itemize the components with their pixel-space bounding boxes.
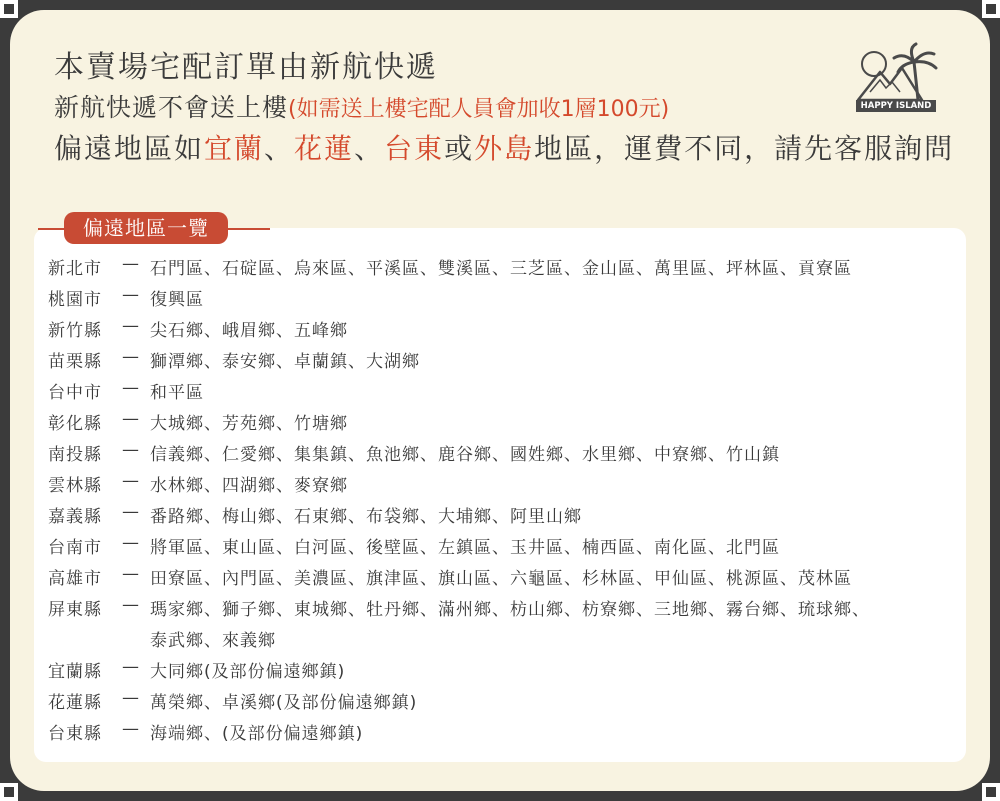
remote-prefix: 偏遠地區如 xyxy=(54,132,205,165)
region-outer-islands: 外島 xyxy=(474,132,535,165)
county-name: 新北市 xyxy=(48,259,102,279)
town-list: 將軍區、東山區、白河區、後壁區、左鎮區、玉井區、楠西區、南化區、北門區 xyxy=(150,538,780,558)
town-list: 和平區 xyxy=(150,383,204,403)
corner-mark-top-right xyxy=(982,0,1000,18)
dash-separator: — xyxy=(122,471,139,491)
region-yilan: 宜蘭 xyxy=(204,132,265,165)
dash-separator: — xyxy=(122,533,139,553)
town-list: 番路鄉、梅山鄉、石東鄉、布袋鄉、大埔鄉、阿里山鄉 xyxy=(150,507,582,527)
notice-line-delivery xyxy=(54,88,669,124)
dash-separator: — xyxy=(122,285,139,305)
dash-separator: — xyxy=(122,502,139,522)
county-name: 嘉義縣 xyxy=(48,507,102,527)
dash-separator: — xyxy=(122,409,139,429)
dash-separator: — xyxy=(122,657,139,677)
county-name: 苗栗縣 xyxy=(48,352,102,372)
dash-separator: — xyxy=(122,316,139,336)
dash-separator: — xyxy=(122,564,139,584)
town-list: 田寮區、內門區、美濃區、旗津區、旗山區、六龜區、杉林區、甲仙區、桃源區、茂林區 xyxy=(150,569,852,589)
separator: 、 xyxy=(264,132,295,165)
town-list: 泰武鄉、來義鄉 xyxy=(150,631,276,651)
town-list: 石門區、石碇區、烏來區、平溪區、雙溪區、三芝區、金山區、萬里區、坪林區、貢寮區 xyxy=(150,259,852,279)
remote-suffix: 地區，運費不同，請先客服詢問 xyxy=(534,132,955,165)
dash-separator: — xyxy=(122,688,139,708)
dash-separator: — xyxy=(122,254,139,274)
separator: 、 xyxy=(354,132,385,165)
town-list: 萬榮鄉、卓溪鄉(及部份偏遠鄉鎮) xyxy=(150,693,418,713)
county-name: 彰化縣 xyxy=(48,414,102,434)
section-title-badge: 偏遠地區一覽 xyxy=(64,212,228,244)
town-list: 水林鄉、四湖鄉、麥寮鄉 xyxy=(150,476,348,496)
dash-separator: — xyxy=(122,595,139,615)
notice-line-remote xyxy=(54,127,954,167)
corner-mark-bottom-right xyxy=(982,783,1000,801)
dash-separator: — xyxy=(122,347,139,367)
town-list: 大同鄉(及部份偏遠鄉鎮) xyxy=(150,662,346,682)
dash-separator: — xyxy=(122,378,139,398)
town-list: 瑪家鄉、獅子鄉、東城鄉、牡丹鄉、滿州鄉、枋山鄉、枋寮鄉、三地鄉、霧台鄉、琉球鄉、 xyxy=(150,600,870,620)
dash-separator: — xyxy=(122,440,139,460)
county-name: 花蓮縣 xyxy=(48,693,102,713)
county-name: 雲林縣 xyxy=(48,476,102,496)
county-name: 高雄市 xyxy=(48,569,102,589)
no-upstairs-text: 新航快遞不會送上樓 xyxy=(54,93,289,122)
town-list: 尖石鄉、峨眉鄉、五峰鄉 xyxy=(150,321,348,341)
county-name: 桃園市 xyxy=(48,290,102,310)
notice-title: 本賣場宅配訂單由新航快遞 xyxy=(54,50,438,85)
town-list: 信義鄉、仁愛鄉、集集鎮、魚池鄉、鹿谷鄉、國姓鄉、水里鄉、中寮鄉、竹山鎮 xyxy=(150,445,780,465)
upstairs-fee-note: (如需送上樓宅配人員會加收1層100元) xyxy=(288,97,670,122)
dash-separator: — xyxy=(122,719,139,739)
town-list: 復興區 xyxy=(150,290,204,310)
county-name: 台東縣 xyxy=(48,724,102,744)
county-name: 新竹縣 xyxy=(48,321,102,341)
region-taitung: 台東 xyxy=(384,132,445,165)
town-list: 海端鄉、(及部份偏遠鄉鎮) xyxy=(150,724,364,744)
logo-label: HAPPY ISLAND xyxy=(856,100,936,112)
or-text: 或 xyxy=(444,132,475,165)
town-list: 獅潭鄉、泰安鄉、卓蘭鎮、大湖鄉 xyxy=(150,352,420,372)
region-hualien: 花蓮 xyxy=(294,132,355,165)
county-name: 宜蘭縣 xyxy=(48,662,102,682)
county-name: 屏東縣 xyxy=(48,600,102,620)
county-name: 南投縣 xyxy=(48,445,102,465)
town-list: 大城鄉、芳苑鄉、竹塘鄉 xyxy=(150,414,348,434)
county-name: 台中市 xyxy=(48,383,102,403)
corner-mark-bottom-left xyxy=(0,783,18,801)
county-name: 台南市 xyxy=(48,538,102,558)
corner-mark-top-left xyxy=(0,0,18,18)
